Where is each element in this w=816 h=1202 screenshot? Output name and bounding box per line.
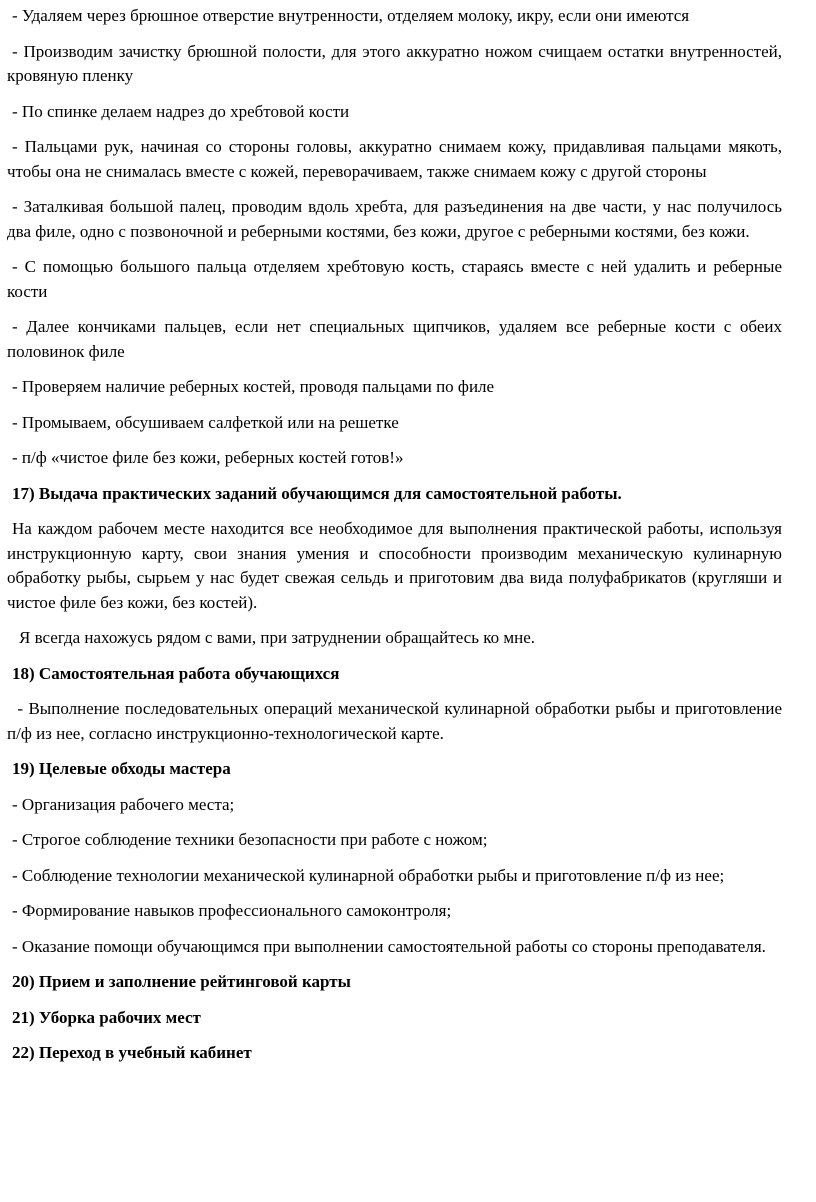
section-18-heading: 18) Самостоятельная работа обучающихся bbox=[12, 663, 340, 683]
step-clean-cavity: - Производим зачистку брюшной полости, для этого аккуратно ножом счищаем остатки внутренностей, кровяную пленку bbox=[7, 41, 782, 85]
step-remove-skin: - Пальцами рук, начиная со стороны головы, аккуратно снимаем кожу, придавливая пальцами мякоть, чтобы она не снималась вместе с кожей, переворачиваем, также снимаем кожу с другой стороны bbox=[7, 137, 782, 181]
section-22-heading: 22) Переход в учебный кабинет bbox=[12, 1043, 252, 1062]
step-remove-spine: - С помощью большого пальца отделяем хребтовую кость, стараясь вместе с ней удалить и реберные кости bbox=[7, 257, 782, 301]
section-19-item-workplace: - Организация рабочего места; bbox=[12, 794, 235, 814]
step-check-bones: - Проверяем наличие реберных костей, проводя пальцами по филе bbox=[12, 377, 495, 396]
section-19-item-safety: - Строгое соблюдение техники безопасности при работе с ножом; bbox=[12, 830, 488, 849]
section-19-item-self-control: - Формирование навыков профессионального самоконтроля; bbox=[12, 901, 452, 920]
section-17-heading: 17) Выдача практических заданий обучающимся для самостоятельной работы. bbox=[12, 483, 622, 503]
step-remove-innards: - Удаляем через брюшное отверстие внутренности, отделяем молоку, икру, если они имеются bbox=[12, 6, 690, 25]
step-fillet-ready: - п/ф «чистое филе без кожи, реберных костей готов!» bbox=[12, 448, 404, 467]
step-back-cut: - По спинке делаем надрез до хребтовой кости bbox=[12, 101, 350, 121]
section-19-item-technology: - Соблюдение технологии механической кулинарной обработки рыбы и приготовление п/ф из нее; bbox=[12, 865, 725, 885]
step-wash-dry: - Промываем, обсушиваем салфеткой или на решетке bbox=[12, 412, 399, 432]
section-20-heading: 20) Прием и заполнение рейтинговой карты bbox=[12, 972, 351, 991]
section-17-paragraph-1: На каждом рабочем месте находится все необходимое для выполнения практической работы, используя инструкционную карту, свои знания умения и способности производим механическую кулинарную обработку рыбы, сырьем у нас будет свежая сельдь и приготовим два вида полуфабрикатов (кругляши и чистое филе без кожи, без костей). bbox=[7, 519, 782, 612]
section-17-paragraph-2: Я всегда нахожусь рядом с вами, при затруднении обращайтесь ко мне. bbox=[19, 628, 536, 647]
section-18-paragraph-1: - Выполнение последовательных операций механической кулинарной обработки рыбы и приготовление п/ф из нее, согласно инструкционно-технологической карте. bbox=[7, 699, 791, 743]
section-19-item-assistance: - Оказание помощи обучающимся при выполнении самостоятельной работы со стороны преподавателя. bbox=[12, 936, 766, 956]
section-19-heading: 19) Целевые обходы мастера bbox=[12, 759, 231, 778]
section-21-heading: 21) Уборка рабочих мест bbox=[12, 1007, 201, 1027]
step-remove-rib-bones: - Далее кончиками пальцев, если нет специальных щипчиков, удаляем все реберные кости с обеих половинок филе bbox=[7, 317, 782, 361]
step-split-fillet: - Заталкивая большой палец, проводим вдоль хребта, для разъединения на две части, у нас получилось два филе, одно с позвоночной и реберными костями, без кожи, другое с реберными костями, без кожи. bbox=[7, 197, 782, 241]
